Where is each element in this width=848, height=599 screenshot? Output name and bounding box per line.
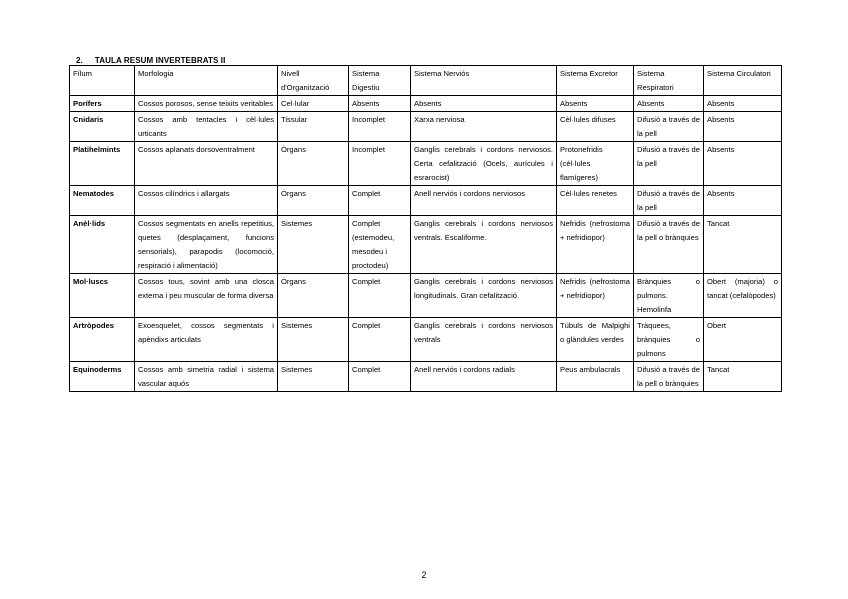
cell-filum: Cnidaris xyxy=(70,112,135,142)
cell-sistema-respiratori: Difusió a través de la pell o brànquies xyxy=(634,216,704,274)
cell-morfologia: Cossos amb simetria radial i sistema vascular aquós xyxy=(135,362,278,392)
cell-sistema-nervios: Ganglis cerebrals i cordons nerviosos ventrals. Escaliforme. xyxy=(411,216,557,274)
cell-nivell-organitzacio: Òrgans xyxy=(278,142,349,186)
table-row-nematodes xyxy=(70,186,782,216)
table-row-artropodes xyxy=(70,318,782,362)
table-row-porifers xyxy=(70,96,782,112)
cell-sistema-excretor: Túbuls de Malpighi o glàndules verdes xyxy=(557,318,634,362)
cell-filum: Mol·luscs xyxy=(70,274,135,318)
column-header-sistema-nervios: Sistema Nerviós xyxy=(411,66,557,96)
cell-filum: Nematodes xyxy=(70,186,135,216)
cell-sistema-digestiu: Incomplet xyxy=(349,142,411,186)
cell-morfologia: Exoesquelet, cossos segmentats i apèndixs articulats xyxy=(135,318,278,362)
invertebrates-summary-table xyxy=(69,65,782,392)
cell-nivell-organitzacio: Cel·lular xyxy=(278,96,349,112)
cell-sistema-excretor: Peus ambulacrals xyxy=(557,362,634,392)
table-row-molluscs xyxy=(70,274,782,318)
cell-sistema-circulatori: Absents xyxy=(704,96,782,112)
cell-nivell-organitzacio: Sistemes xyxy=(278,318,349,362)
cell-morfologia: Cossos amb tentacles i cèl·lules urticants xyxy=(135,112,278,142)
cell-sistema-circulatori: Tancat xyxy=(704,216,782,274)
cell-sistema-excretor: Nefridis (nefrostoma + nefridiopor) xyxy=(557,216,634,274)
cell-nivell-organitzacio: Òrgans xyxy=(278,186,349,216)
cell-sistema-nervios: Ganglis cerebrals i cordons nerviosos ventrals xyxy=(411,318,557,362)
cell-sistema-nervios: Anell nerviós i cordons radials xyxy=(411,362,557,392)
section-title: TAULA RESUM INVERTEBRATS II xyxy=(94,56,226,65)
cell-morfologia: Cossos aplanats dorsoventralment xyxy=(135,142,278,186)
cell-nivell-organitzacio: Sistemes xyxy=(278,362,349,392)
cell-sistema-digestiu: Absents xyxy=(349,96,411,112)
cell-filum: Platihelmints xyxy=(70,142,135,186)
cell-sistema-circulatori: Absents xyxy=(704,142,782,186)
column-header-nivell-organitzacio: Nivell d'Organització xyxy=(278,66,349,96)
table-row-cnidaris xyxy=(70,112,782,142)
cell-sistema-digestiu: Complet xyxy=(349,186,411,216)
cell-morfologia: Cossos tous, sovint amb una closca externa i peu muscular de forma diversa xyxy=(135,274,278,318)
cell-sistema-nervios: Anell nerviós i cordons nerviosos xyxy=(411,186,557,216)
cell-sistema-circulatori: Absents xyxy=(704,186,782,216)
cell-sistema-respiratori: Difusió a través de la pell o brànquies xyxy=(634,362,704,392)
cell-sistema-nervios: Ganglis cerebrals i cordons nerviosos longitudinals. Gran cefalització. xyxy=(411,274,557,318)
page-number: 2 xyxy=(421,570,427,580)
column-header-sistema-circulatori: Sistema Circulatori xyxy=(704,66,782,96)
column-header-morfologia: Morfologia xyxy=(135,66,278,96)
cell-sistema-digestiu: Incomplet xyxy=(349,112,411,142)
cell-sistema-circulatori: Absents xyxy=(704,112,782,142)
cell-sistema-excretor: Protonefridis (cèl·lules flamígeres) xyxy=(557,142,634,186)
table-row-platihelmints xyxy=(70,142,782,186)
cell-sistema-excretor: Nefridis (nefrostoma + nefridiopor) xyxy=(557,274,634,318)
cell-morfologia: Cossos segmentats en anells repetitius, quetes (desplaçament, funcions sensorials), parapodis (locomoció, respiració i alimentació) xyxy=(135,216,278,274)
table-header-row xyxy=(70,66,782,96)
cell-filum: Equinoderms xyxy=(70,362,135,392)
cell-nivell-organitzacio: Sistemes xyxy=(278,216,349,274)
cell-morfologia: Cossos cilíndrics i allargats xyxy=(135,186,278,216)
cell-sistema-circulatori: Obert xyxy=(704,318,782,362)
cell-nivell-organitzacio: Tissular xyxy=(278,112,349,142)
cell-sistema-respiratori: Difusió a través de la pell xyxy=(634,142,704,186)
cell-sistema-respiratori: Tràquees, brànquies o pulmons xyxy=(634,318,704,362)
cell-sistema-respiratori: Difusió a través de la pell xyxy=(634,112,704,142)
cell-sistema-digestiu: Complet xyxy=(349,274,411,318)
section-heading xyxy=(76,56,225,65)
cell-filum: Anèl·lids xyxy=(70,216,135,274)
table-row-anellids xyxy=(70,216,782,274)
cell-morfologia: Cossos porosos, sense teixits veritables xyxy=(135,96,278,112)
cell-sistema-nervios: Xarxa nerviosa xyxy=(411,112,557,142)
cell-nivell-organitzacio: Òrgans xyxy=(278,274,349,318)
cell-sistema-excretor: Absents xyxy=(557,96,634,112)
column-header-filum: Fílum xyxy=(70,66,135,96)
cell-sistema-nervios: Ganglis cerebrals i cordons nerviosos. Certa cefalització (Ocels, aurícules i esrarocist) xyxy=(411,142,557,186)
cell-sistema-respiratori: Brànquies o pulmons. Hemolinfa xyxy=(634,274,704,318)
cell-filum: Porífers xyxy=(70,96,135,112)
cell-sistema-digestiu: Complet xyxy=(349,318,411,362)
cell-sistema-digestiu: Complet xyxy=(349,362,411,392)
cell-sistema-digestiu: Complet (estemodeu, mesodeu i proctodeu) xyxy=(349,216,411,274)
column-header-sistema-excretor: Sistema Excretor xyxy=(557,66,634,96)
cell-sistema-circulatori: Obert (majoria) o tancat (cefalòpodes) xyxy=(704,274,782,318)
cell-sistema-excretor: Cèl·lules renetes xyxy=(557,186,634,216)
column-header-sistema-digestiu: Sistema Digestiu xyxy=(349,66,411,96)
cell-sistema-circulatori: Tancat xyxy=(704,362,782,392)
cell-filum: Artròpodes xyxy=(70,318,135,362)
column-header-sistema-respiratori: Sistema Respiratori xyxy=(634,66,704,96)
cell-sistema-respiratori: Difusió a través de la pell xyxy=(634,186,704,216)
cell-sistema-respiratori: Absents xyxy=(634,96,704,112)
cell-sistema-nervios: Absents xyxy=(411,96,557,112)
section-number: 2. xyxy=(76,56,83,65)
table-row-equinoderms xyxy=(70,362,782,392)
cell-sistema-excretor: Cèl·lules difuses xyxy=(557,112,634,142)
